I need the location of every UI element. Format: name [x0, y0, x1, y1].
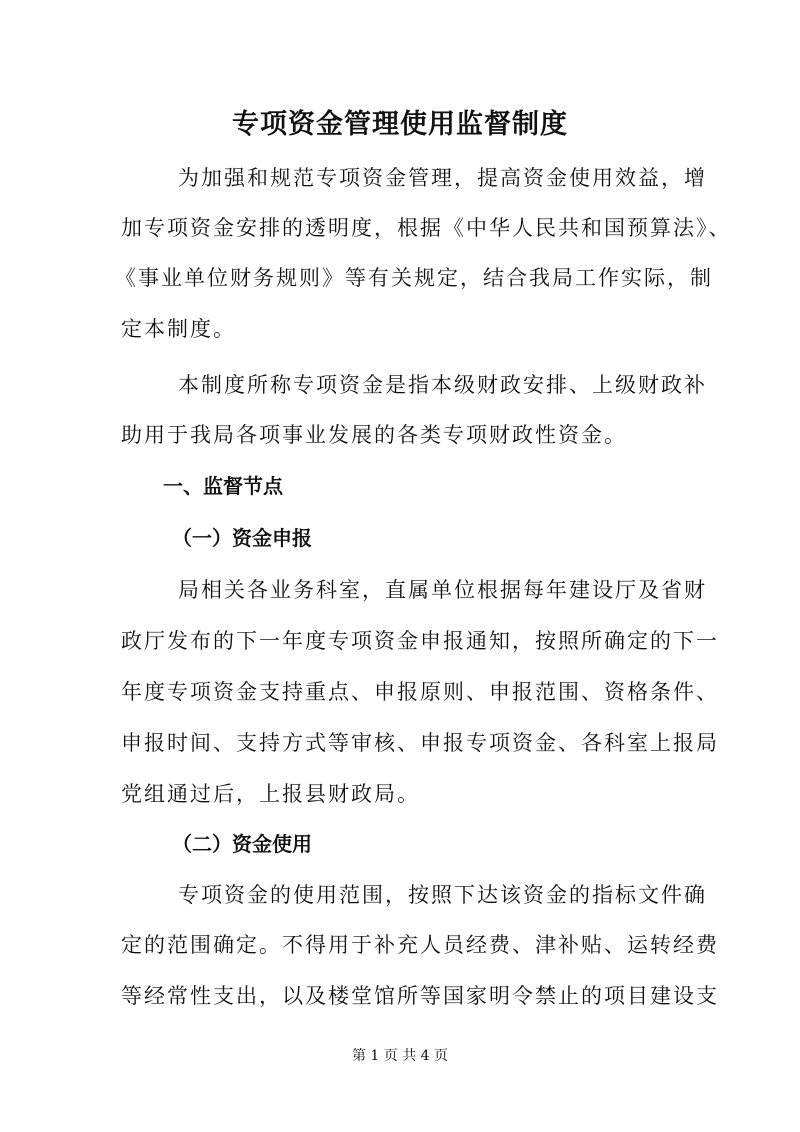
subsection-heading: （一）资金申报	[172, 526, 312, 550]
paragraph-line: 年度专项资金支持重点、申报原则、申报范围、资格条件、	[121, 680, 719, 704]
section-heading: 一、监督节点	[163, 474, 283, 498]
paragraph-line: 本制度所称专项资金是指本级财政安排、上级财政补	[178, 373, 707, 397]
document-title: 专项资金管理使用监督制度	[232, 109, 568, 140]
paragraph-line: 加专项资金安排的透明度，根据《中华人民共和国预算法》、	[121, 216, 732, 240]
paragraph-line: 政厅发布的下一年度专项资金申报通知，按照所确定的下一	[121, 629, 719, 653]
paragraph-line: 定的范围确定。不得用于补充人员经费、津补贴、运转经费	[121, 933, 719, 957]
paragraph-line: 助用于我局各项事业发展的各类专项财政性资金。	[121, 423, 627, 447]
paragraph-line: 等经常性支出，以及楼堂馆所等国家明令禁止的项目建设支	[121, 984, 719, 1008]
paragraph-line: 《事业单位财务规则》等有关规定，结合我局工作实际，制	[115, 266, 713, 290]
paragraph-line: 局相关各业务科室，直属单位根据每年建设厅及省财	[178, 578, 707, 602]
paragraph-line: 专项资金的使用范围，按照下达该资金的指标文件确	[178, 883, 707, 907]
page-footer: 第 1 页 共 4 页	[351, 1048, 449, 1064]
paragraph-line: 党组通过后，上报县财政局。	[121, 782, 420, 806]
paragraph-line: 为加强和规范专项资金管理，提高资金使用效益，增	[178, 166, 707, 190]
paragraph-line: 申报时间、支持方式等审核、申报专项资金、各科室上报局	[121, 731, 719, 755]
subsection-heading: （二）资金使用	[172, 832, 312, 856]
paragraph-line: 定本制度。	[121, 317, 236, 341]
